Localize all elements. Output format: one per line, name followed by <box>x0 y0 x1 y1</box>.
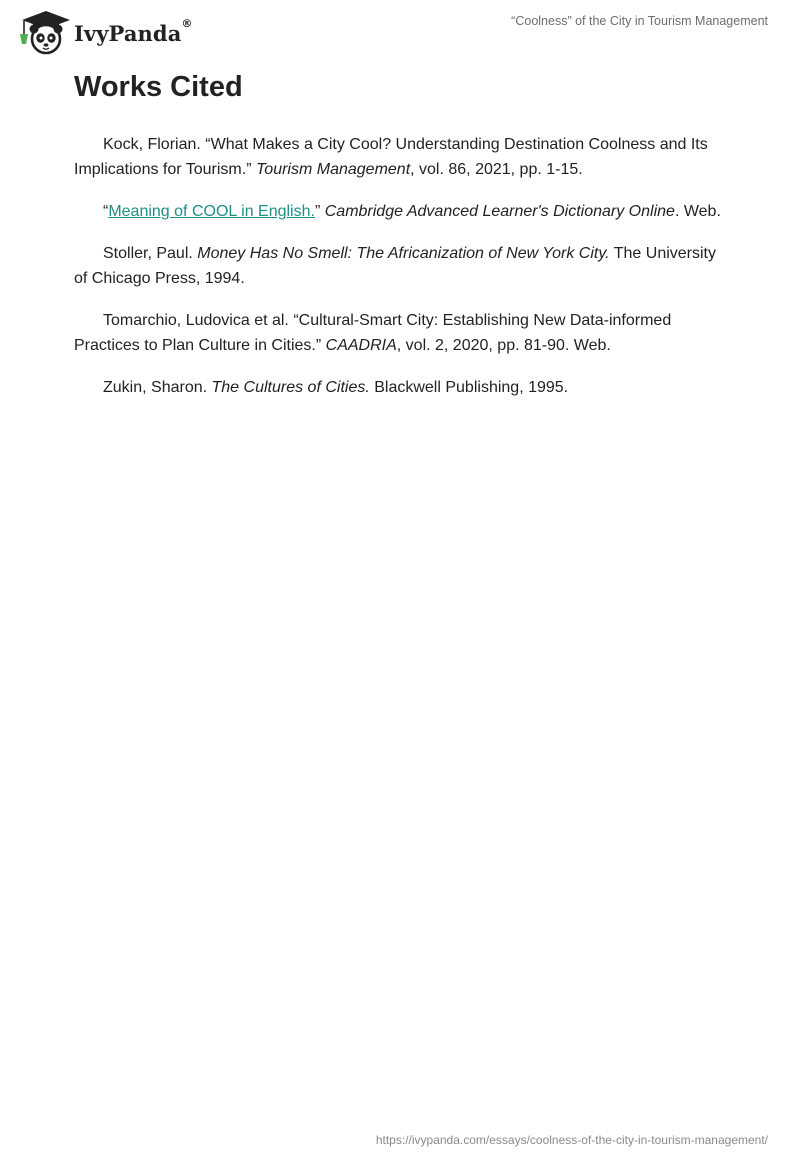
reference-text: , vol. 2, 2020, pp. 81-90. Web. <box>396 337 611 354</box>
reference-link[interactable]: Meaning of COOL in English. <box>108 203 315 220</box>
reference-item <box>74 375 728 400</box>
running-title: “Coolness” of the City in Tourism Management <box>511 14 768 28</box>
footer-url[interactable]: https://ivypanda.com/essays/coolness-of-the-city-in-tourism-management/ <box>375 1133 768 1147</box>
page-header <box>0 0 800 60</box>
panda-graduate-icon <box>16 8 72 56</box>
reference-text: Blackwell Publishing, 1995. <box>369 379 569 396</box>
reference-text: Stoller, Paul. <box>103 245 198 262</box>
brand-name: IvyPanda ® <box>74 16 193 46</box>
reference-item <box>74 308 728 358</box>
reference-text: The University of Chicago Press, 1994. <box>74 245 716 287</box>
reference-text: “ <box>103 203 109 220</box>
reference-text: , vol. 86, 2021, pp. 1-15. <box>410 161 583 178</box>
reference-text: Tomarchio, Ludovica et al. “Cultural-Smart City: Establishing New Data-informed Practices to Plan Culture in Cities.” <box>74 312 672 354</box>
reference-item <box>74 241 728 291</box>
reference-title-italic: CAADRIA <box>325 337 397 354</box>
registered-mark: ® <box>181 16 193 30</box>
works-cited-list <box>74 132 728 417</box>
ivypanda-logo[interactable] <box>16 9 193 55</box>
reference-title-italic: The Cultures of Cities. <box>211 379 370 396</box>
reference-text: . Web. <box>674 203 721 220</box>
reference-item <box>74 132 728 182</box>
reference-text: Zukin, Sharon. <box>103 379 212 396</box>
reference-title-italic: Money Has No Smell: The Africanization of New York City. <box>197 245 610 262</box>
reference-text: Kock, Florian. “What Makes a City Cool? Understanding Destination Coolness and Its Implications for Tourism.” <box>74 136 708 178</box>
page-title: Works Cited <box>74 71 243 103</box>
reference-text: ” <box>314 203 325 220</box>
reference-item <box>74 199 728 224</box>
reference-title-italic: Cambridge Advanced Learner's Dictionary Online <box>324 203 675 220</box>
reference-title-italic: Tourism Management <box>255 161 411 178</box>
